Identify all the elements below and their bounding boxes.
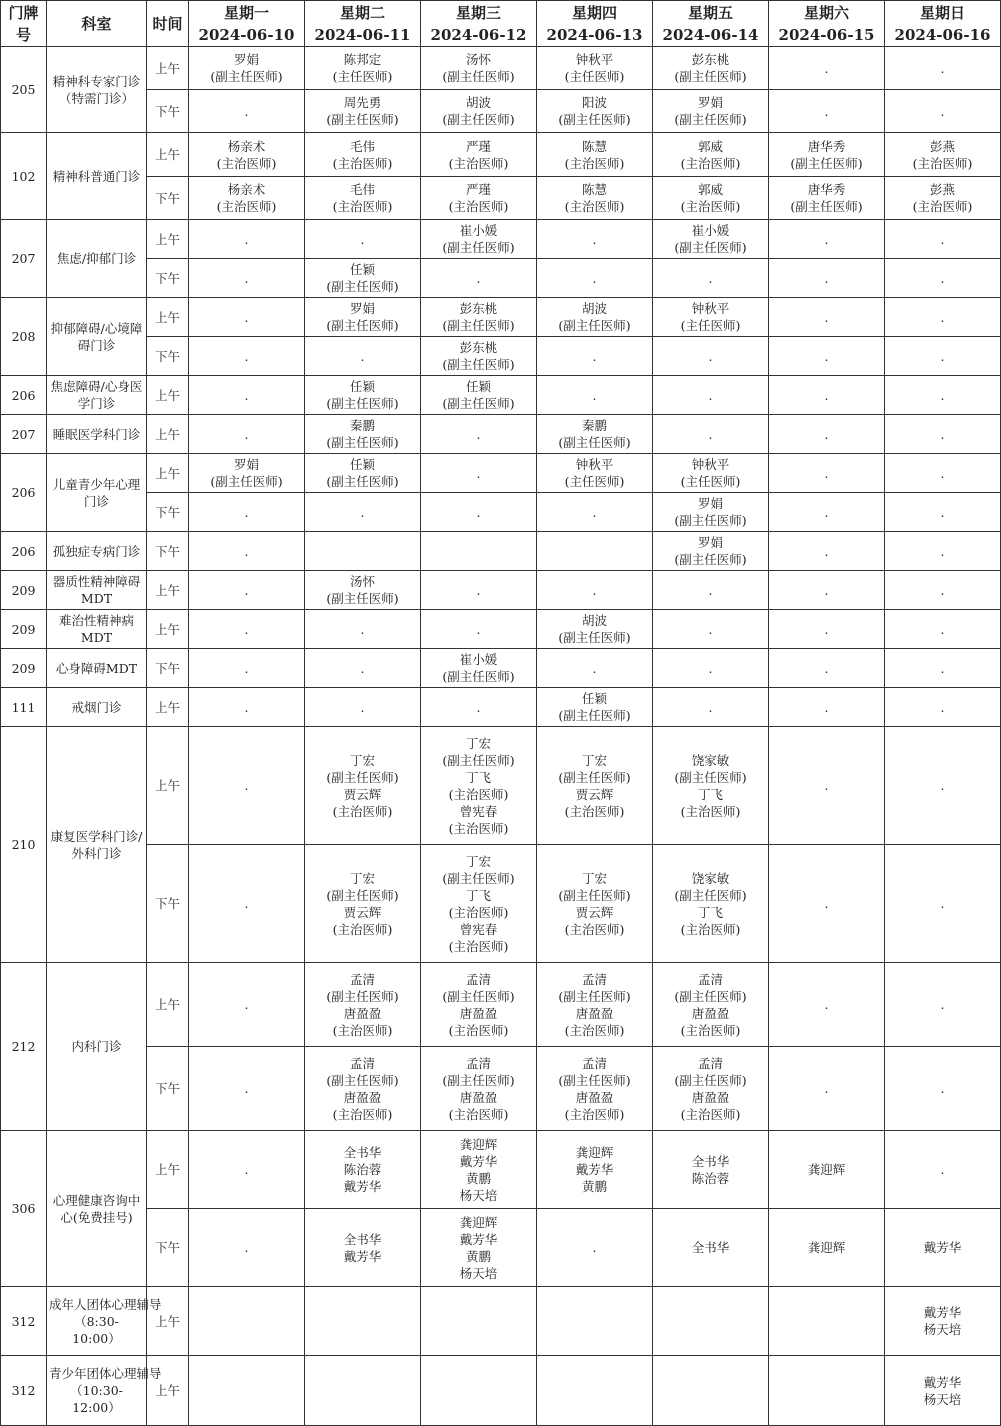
- doctor-schedule-cell: 胡波 (副主任医师): [537, 610, 653, 649]
- doctor-schedule-cell: 汤怀 (副主任医师): [421, 47, 537, 90]
- department-cell: 焦虑/抑郁门诊: [47, 220, 147, 298]
- header-row: [1, 1, 1001, 47]
- doctor-schedule-cell: 任颖 (副主任医师): [421, 376, 537, 415]
- room-number-cell: 206: [1, 376, 47, 415]
- doctor-schedule-cell: .: [305, 688, 421, 727]
- department-cell: 器质性精神障碍MDT: [47, 571, 147, 610]
- doctor-schedule-cell: .: [885, 1047, 1001, 1131]
- doctor-schedule-cell: .: [421, 610, 537, 649]
- doctor-schedule-cell: .: [537, 259, 653, 298]
- doctor-schedule-cell: 毛伟 (主治医师): [305, 177, 421, 220]
- doctor-schedule-cell: 罗娟 (副主任医师): [653, 90, 769, 133]
- doctor-schedule-cell: .: [885, 688, 1001, 727]
- doctor-schedule-cell: 丁宏 (副主任医师) 贾云辉 (主治医师): [537, 845, 653, 963]
- room-number-cell: 209: [1, 610, 47, 649]
- doctor-schedule-cell: .: [769, 337, 885, 376]
- session-time-cell: 下午: [147, 532, 189, 571]
- session-time-cell: 下午: [147, 493, 189, 532]
- schedule-row: [1, 47, 1001, 90]
- doctor-schedule-cell: .: [189, 493, 305, 532]
- doctor-schedule-cell: 饶家敏 (副主任医师) 丁飞 (主治医师): [653, 845, 769, 963]
- doctor-schedule-cell: [769, 1356, 885, 1426]
- doctor-schedule-cell: .: [421, 415, 537, 454]
- doctor-schedule-cell: 崔小媛 (副主任医师): [421, 220, 537, 259]
- session-time-cell: 上午: [147, 727, 189, 845]
- department-cell: 焦虑障碍/心身医学门诊: [47, 376, 147, 415]
- header-cell: 门牌号: [1, 1, 47, 47]
- session-time-cell: 上午: [147, 610, 189, 649]
- department-cell: 精神科专家门诊（特需门诊）: [47, 47, 147, 133]
- doctor-schedule-cell: .: [653, 259, 769, 298]
- doctor-schedule-cell: 戴芳华 杨天培: [885, 1287, 1001, 1356]
- room-number-cell: 205: [1, 47, 47, 133]
- session-time-cell: 上午: [147, 571, 189, 610]
- doctor-schedule-cell: .: [537, 1209, 653, 1287]
- doctor-schedule-cell: 任颖 (副主任医师): [305, 259, 421, 298]
- doctor-schedule-cell: 秦鹏 (副主任医师): [537, 415, 653, 454]
- department-cell: 内科门诊: [47, 963, 147, 1131]
- schedule-row: [1, 298, 1001, 337]
- session-time-cell: 上午: [147, 454, 189, 493]
- doctor-schedule-cell: 郭威 (主治医师): [653, 133, 769, 177]
- header-cell: 时间: [147, 1, 189, 47]
- doctor-schedule-cell: 陈邦定 (主任医师): [305, 47, 421, 90]
- schedule-row: [1, 133, 1001, 177]
- doctor-schedule-cell: .: [189, 220, 305, 259]
- schedule-row: [1, 727, 1001, 845]
- doctor-schedule-cell: 陈慧 (主治医师): [537, 133, 653, 177]
- doctor-schedule-cell: .: [885, 845, 1001, 963]
- doctor-schedule-cell: 孟清 (副主任医师) 唐盈盈 (主治医师): [421, 963, 537, 1047]
- doctor-schedule-cell: 任颖 (副主任医师): [305, 454, 421, 493]
- doctor-schedule-cell: .: [421, 454, 537, 493]
- doctor-schedule-cell: .: [537, 337, 653, 376]
- doctor-schedule-cell: .: [189, 610, 305, 649]
- session-time-cell: 上午: [147, 47, 189, 90]
- doctor-schedule-cell: [653, 1287, 769, 1356]
- doctor-schedule-cell: .: [189, 376, 305, 415]
- doctor-schedule-cell: .: [305, 610, 421, 649]
- doctor-schedule-cell: [537, 1356, 653, 1426]
- room-number-cell: 207: [1, 220, 47, 298]
- room-number-cell: 206: [1, 454, 47, 532]
- schedule-row: [1, 845, 1001, 963]
- doctor-schedule-cell: [189, 1356, 305, 1426]
- doctor-schedule-cell: [305, 1356, 421, 1426]
- room-number-cell: 212: [1, 963, 47, 1131]
- schedule-row: [1, 220, 1001, 259]
- department-cell: 睡眠医学科门诊: [47, 415, 147, 454]
- header-cell: 星期六 2024-06-15: [769, 1, 885, 47]
- doctor-schedule-cell: .: [885, 493, 1001, 532]
- schedule-row: [1, 1047, 1001, 1131]
- doctor-schedule-cell: 全书华 戴芳华: [305, 1209, 421, 1287]
- department-cell: 康复医学科门诊/外科门诊: [47, 727, 147, 963]
- doctor-schedule-cell: 彭东桃 (副主任医师): [421, 298, 537, 337]
- doctor-schedule-cell: 胡波 (副主任医师): [421, 90, 537, 133]
- doctor-schedule-cell: .: [769, 727, 885, 845]
- doctor-schedule-cell: 钟秋平 (主任医师): [537, 47, 653, 90]
- doctor-schedule-cell: .: [189, 298, 305, 337]
- session-time-cell: 上午: [147, 376, 189, 415]
- doctor-schedule-cell: .: [885, 337, 1001, 376]
- doctor-schedule-cell: 孟清 (副主任医师) 唐盈盈 (主治医师): [305, 1047, 421, 1131]
- doctor-schedule-cell: .: [189, 571, 305, 610]
- doctor-schedule-cell: [305, 532, 421, 571]
- doctor-schedule-cell: 任颖 (副主任医师): [305, 376, 421, 415]
- doctor-schedule-cell: .: [537, 220, 653, 259]
- doctor-schedule-cell: 孟清 (副主任医师) 唐盈盈 (主治医师): [305, 963, 421, 1047]
- doctor-schedule-cell: .: [305, 493, 421, 532]
- doctor-schedule-cell: [653, 1356, 769, 1426]
- doctor-schedule-cell: .: [189, 1047, 305, 1131]
- doctor-schedule-cell: .: [769, 1047, 885, 1131]
- doctor-schedule-cell: [537, 1287, 653, 1356]
- doctor-schedule-cell: .: [885, 220, 1001, 259]
- session-time-cell: 下午: [147, 259, 189, 298]
- session-time-cell: 上午: [147, 963, 189, 1047]
- room-number-cell: 102: [1, 133, 47, 220]
- doctor-schedule-cell: 崔小媛 (副主任医师): [421, 649, 537, 688]
- doctor-schedule-cell: 丁宏 (副主任医师) 贾云辉 (主治医师): [305, 845, 421, 963]
- session-time-cell: 上午: [147, 415, 189, 454]
- department-cell: 青少年团体心理辅导 （10:30- 12:00）: [47, 1356, 147, 1426]
- header-cell: 星期三 2024-06-12: [421, 1, 537, 47]
- doctor-schedule-cell: 饶家敏 (副主任医师) 丁飞 (主治医师): [653, 727, 769, 845]
- doctor-schedule-cell: .: [885, 454, 1001, 493]
- header-cell: 星期二 2024-06-11: [305, 1, 421, 47]
- doctor-schedule-cell: .: [885, 415, 1001, 454]
- department-cell: 难治性精神病MDT: [47, 610, 147, 649]
- doctor-schedule-cell: .: [421, 493, 537, 532]
- doctor-schedule-cell: 唐华秀 (副主任医师): [769, 133, 885, 177]
- doctor-schedule-cell: .: [305, 220, 421, 259]
- doctor-schedule-cell: [421, 1356, 537, 1426]
- doctor-schedule-cell: 孟清 (副主任医师) 唐盈盈 (主治医师): [653, 963, 769, 1047]
- doctor-schedule-cell: 胡波 (副主任医师): [537, 298, 653, 337]
- doctor-schedule-cell: 丁宏 (副主任医师) 贾云辉 (主治医师): [305, 727, 421, 845]
- header-cell: 星期一 2024-06-10: [189, 1, 305, 47]
- schedule-row: [1, 688, 1001, 727]
- doctor-schedule-cell: .: [769, 454, 885, 493]
- session-time-cell: 上午: [147, 1356, 189, 1426]
- doctor-schedule-cell: .: [653, 376, 769, 415]
- doctor-schedule-cell: .: [421, 688, 537, 727]
- room-number-cell: 306: [1, 1131, 47, 1287]
- session-time-cell: 下午: [147, 1047, 189, 1131]
- doctor-schedule-cell: .: [885, 47, 1001, 90]
- doctor-schedule-cell: .: [885, 90, 1001, 133]
- doctor-schedule-cell: 罗娟 (副主任医师): [189, 454, 305, 493]
- doctor-schedule-cell: 严瑾 (主治医师): [421, 133, 537, 177]
- schedule-row: [1, 963, 1001, 1047]
- doctor-schedule-cell: .: [885, 259, 1001, 298]
- doctor-schedule-cell: .: [189, 337, 305, 376]
- doctor-schedule-cell: .: [653, 610, 769, 649]
- doctor-schedule-cell: 戴芳华: [885, 1209, 1001, 1287]
- doctor-schedule-cell: .: [769, 376, 885, 415]
- session-time-cell: 下午: [147, 649, 189, 688]
- doctor-schedule-cell: .: [885, 1131, 1001, 1209]
- header-cell: 星期日 2024-06-16: [885, 1, 1001, 47]
- room-number-cell: 209: [1, 571, 47, 610]
- doctor-schedule-cell: .: [885, 376, 1001, 415]
- doctor-schedule-cell: .: [769, 649, 885, 688]
- session-time-cell: 上午: [147, 133, 189, 177]
- schedule-row: [1, 376, 1001, 415]
- doctor-schedule-cell: .: [885, 649, 1001, 688]
- doctor-schedule-cell: 全书华 陈治蓉 戴芳华: [305, 1131, 421, 1209]
- doctor-schedule-cell: .: [769, 532, 885, 571]
- doctor-schedule-cell: .: [885, 532, 1001, 571]
- doctor-schedule-cell: [537, 532, 653, 571]
- department-cell: 心身障碍MDT: [47, 649, 147, 688]
- doctor-schedule-cell: .: [769, 610, 885, 649]
- doctor-schedule-cell: 罗娟 (副主任医师): [653, 493, 769, 532]
- doctor-schedule-cell: .: [189, 259, 305, 298]
- doctor-schedule-cell: .: [769, 571, 885, 610]
- session-time-cell: 上午: [147, 1287, 189, 1356]
- schedule-row: [1, 493, 1001, 532]
- doctor-schedule-cell: 彭东桃 (副主任医师): [421, 337, 537, 376]
- doctor-schedule-cell: .: [769, 47, 885, 90]
- doctor-schedule-cell: .: [189, 90, 305, 133]
- schedule-row: [1, 454, 1001, 493]
- doctor-schedule-cell: .: [537, 649, 653, 688]
- doctor-schedule-cell: .: [769, 688, 885, 727]
- schedule-row: [1, 1131, 1001, 1209]
- doctor-schedule-cell: 丁宏 (副主任医师) 贾云辉 (主治医师): [537, 727, 653, 845]
- department-cell: 戒烟门诊: [47, 688, 147, 727]
- doctor-schedule-cell: .: [769, 220, 885, 259]
- doctor-schedule-cell: [305, 1287, 421, 1356]
- doctor-schedule-cell: 钟秋平 (主任医师): [537, 454, 653, 493]
- doctor-schedule-cell: 郭威 (主治医师): [653, 177, 769, 220]
- doctor-schedule-cell: 龚迎辉 戴芳华 黄鹏 杨天培: [421, 1131, 537, 1209]
- header-cell: 星期五 2024-06-14: [653, 1, 769, 47]
- doctor-schedule-cell: 全书华 陈治蓉: [653, 1131, 769, 1209]
- doctor-schedule-cell: 彭东桃 (副主任医师): [653, 47, 769, 90]
- doctor-schedule-cell: 陈慧 (主治医师): [537, 177, 653, 220]
- doctor-schedule-cell: 阳波 (副主任医师): [537, 90, 653, 133]
- doctor-schedule-cell: .: [653, 649, 769, 688]
- doctor-schedule-cell: 丁宏 (副主任医师) 丁飞 (主治医师) 曾宪春 (主治医师): [421, 845, 537, 963]
- schedule-row: [1, 259, 1001, 298]
- doctor-schedule-cell: 全书华: [653, 1209, 769, 1287]
- doctor-schedule-cell: 彭燕 (主治医师): [885, 177, 1001, 220]
- doctor-schedule-cell: 唐华秀 (副主任医师): [769, 177, 885, 220]
- session-time-cell: 上午: [147, 298, 189, 337]
- session-time-cell: 上午: [147, 220, 189, 259]
- doctor-schedule-cell: 孟清 (副主任医师) 唐盈盈 (主治医师): [653, 1047, 769, 1131]
- doctor-schedule-cell: .: [421, 259, 537, 298]
- room-number-cell: 111: [1, 688, 47, 727]
- doctor-schedule-cell: .: [653, 688, 769, 727]
- schedule-row: [1, 177, 1001, 220]
- schedule-row: [1, 1356, 1001, 1426]
- doctor-schedule-cell: .: [305, 649, 421, 688]
- schedule-row: [1, 1287, 1001, 1356]
- doctor-schedule-cell: .: [885, 727, 1001, 845]
- doctor-schedule-cell: .: [537, 571, 653, 610]
- doctor-schedule-cell: 孟清 (副主任医师) 唐盈盈 (主治医师): [537, 1047, 653, 1131]
- department-cell: 成年人团体心理辅导 （8:30- 10:00）: [47, 1287, 147, 1356]
- doctor-schedule-cell: 彭燕 (主治医师): [885, 133, 1001, 177]
- schedule-row: [1, 532, 1001, 571]
- session-time-cell: 下午: [147, 1209, 189, 1287]
- doctor-schedule-cell: .: [653, 337, 769, 376]
- doctor-schedule-cell: 钟秋平 (主任医师): [653, 454, 769, 493]
- doctor-schedule-cell: 罗娟 (副主任医师): [653, 532, 769, 571]
- doctor-schedule-cell: .: [305, 337, 421, 376]
- doctor-schedule-cell: .: [189, 845, 305, 963]
- session-time-cell: 下午: [147, 177, 189, 220]
- doctor-schedule-cell: 罗娟 (副主任医师): [189, 47, 305, 90]
- doctor-schedule-cell: 戴芳华 杨天培: [885, 1356, 1001, 1426]
- doctor-schedule-cell: 钟秋平 (主任医师): [653, 298, 769, 337]
- doctor-schedule-cell: .: [885, 963, 1001, 1047]
- session-time-cell: 下午: [147, 845, 189, 963]
- header-cell: 科室: [47, 1, 147, 47]
- department-cell: 抑郁障碍/心境障碍门诊: [47, 298, 147, 376]
- doctor-schedule-cell: [769, 1287, 885, 1356]
- doctor-schedule-cell: 杨亲术 (主治医师): [189, 177, 305, 220]
- department-cell: 儿童青少年心理门诊: [47, 454, 147, 532]
- room-number-cell: 207: [1, 415, 47, 454]
- room-number-cell: 210: [1, 727, 47, 963]
- doctor-schedule-cell: 任颖 (副主任医师): [537, 688, 653, 727]
- room-number-cell: 312: [1, 1287, 47, 1356]
- doctor-schedule-cell: .: [769, 493, 885, 532]
- schedule-row: [1, 1209, 1001, 1287]
- schedule-row: [1, 415, 1001, 454]
- doctor-schedule-cell: [189, 1287, 305, 1356]
- session-time-cell: 上午: [147, 1131, 189, 1209]
- doctor-schedule-cell: .: [769, 90, 885, 133]
- schedule-row: [1, 90, 1001, 133]
- doctor-schedule-cell: .: [769, 415, 885, 454]
- session-time-cell: 下午: [147, 90, 189, 133]
- doctor-schedule-cell: 龚迎辉: [769, 1209, 885, 1287]
- header-cell: 星期四 2024-06-13: [537, 1, 653, 47]
- doctor-schedule-cell: 崔小媛 (副主任医师): [653, 220, 769, 259]
- doctor-schedule-cell: .: [885, 571, 1001, 610]
- room-number-cell: 206: [1, 532, 47, 571]
- doctor-schedule-cell: [421, 532, 537, 571]
- department-cell: 心理健康咨询中心(免费挂号): [47, 1131, 147, 1287]
- doctor-schedule-cell: 丁宏 (副主任医师) 丁飞 (主治医师) 曾宪春 (主治医师): [421, 727, 537, 845]
- department-cell: 孤独症专病门诊: [47, 532, 147, 571]
- doctor-schedule-cell: [421, 1287, 537, 1356]
- doctor-schedule-cell: .: [885, 298, 1001, 337]
- doctor-schedule-cell: .: [653, 571, 769, 610]
- doctor-schedule-cell: .: [189, 415, 305, 454]
- doctor-schedule-cell: .: [769, 298, 885, 337]
- doctor-schedule-cell: 杨亲术 (主治医师): [189, 133, 305, 177]
- schedule-row: [1, 571, 1001, 610]
- doctor-schedule-cell: .: [769, 845, 885, 963]
- doctor-schedule-cell: 孟清 (副主任医师) 唐盈盈 (主治医师): [421, 1047, 537, 1131]
- doctor-schedule-cell: 毛伟 (主治医师): [305, 133, 421, 177]
- schedule-row: [1, 337, 1001, 376]
- doctor-schedule-cell: .: [189, 649, 305, 688]
- doctor-schedule-cell: 龚迎辉 戴芳华 黄鹏 杨天培: [421, 1209, 537, 1287]
- doctor-schedule-cell: .: [189, 1131, 305, 1209]
- doctor-schedule-cell: .: [189, 1209, 305, 1287]
- doctor-schedule-cell: .: [769, 259, 885, 298]
- session-time-cell: 下午: [147, 337, 189, 376]
- department-cell: 精神科普通门诊: [47, 133, 147, 220]
- doctor-schedule-cell: .: [885, 610, 1001, 649]
- doctor-schedule-cell: .: [189, 727, 305, 845]
- doctor-schedule-cell: .: [189, 532, 305, 571]
- schedule-row: [1, 649, 1001, 688]
- schedule-body: [1, 47, 1001, 1426]
- session-time-cell: 上午: [147, 688, 189, 727]
- doctor-schedule-cell: .: [189, 963, 305, 1047]
- doctor-schedule-cell: 孟清 (副主任医师) 唐盈盈 (主治医师): [537, 963, 653, 1047]
- doctor-schedule-cell: .: [189, 688, 305, 727]
- schedule-row: [1, 610, 1001, 649]
- doctor-schedule-cell: 周先勇 (副主任医师): [305, 90, 421, 133]
- doctor-schedule-cell: 罗娟 (副主任医师): [305, 298, 421, 337]
- doctor-schedule-cell: .: [653, 415, 769, 454]
- doctor-schedule-cell: 龚迎辉: [769, 1131, 885, 1209]
- doctor-schedule-cell: 龚迎辉 戴芳华 黄鹏: [537, 1131, 653, 1209]
- doctor-schedule-cell: .: [537, 376, 653, 415]
- room-number-cell: 209: [1, 649, 47, 688]
- doctor-schedule-cell: .: [769, 963, 885, 1047]
- doctor-schedule-cell: 秦鹏 (副主任医师): [305, 415, 421, 454]
- doctor-schedule-cell: .: [537, 493, 653, 532]
- doctor-schedule-cell: .: [421, 571, 537, 610]
- room-number-cell: 208: [1, 298, 47, 376]
- doctor-schedule-cell: 汤怀 (副主任医师): [305, 571, 421, 610]
- doctor-schedule-cell: 严瑾 (主治医师): [421, 177, 537, 220]
- room-number-cell: 312: [1, 1356, 47, 1426]
